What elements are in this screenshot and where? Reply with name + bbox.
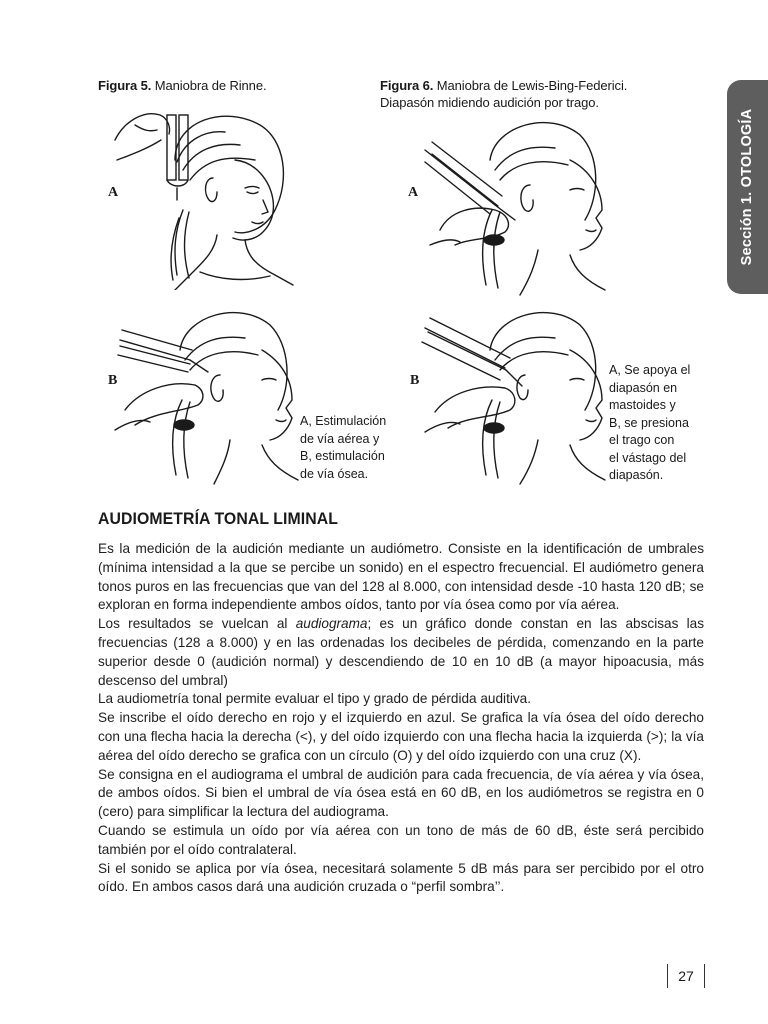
page-number: 27 (667, 964, 705, 988)
figure-6b-letter: B (410, 373, 420, 388)
figure-5b-illustration (110, 300, 300, 485)
figure-5-side-caption-b: B (300, 449, 309, 463)
figure-5-side-caption: A, Estimulación de vía aérea y B, estimulación de vía ósea. (300, 414, 387, 481)
figure-6-label: Figura 6. (380, 78, 434, 93)
figure-6-side-caption-a: A (609, 363, 618, 377)
figure-6-title-line1: Maniobra de Lewis-Bing-Federici. (436, 78, 628, 93)
paragraph-1: Es la medición de la audición mediante un audiómetro. Consiste en la identificación de umbrales (mínima intensidad a la que se percibe un sonido) en el espectro frecuencial. El audiómetro genera tonos puros en las frecuencias que van del 128 al 8.000, con intensidad desde -10 hasta 120 dB; se exploran en forma independiente ambos oídos, tanto por vía ósea como por vía aérea. (98, 541, 704, 613)
paragraph-5: Se consigna en el audiograma el umbral de audición para cada frecuencia, de vía aérea y vía ósea, de ambos oídos. Si bien el umbral de vía ósea está en 60 dB, en los audiómetros se registra en 0 (cero) para simplificar la lectura del audiograma. (98, 766, 704, 820)
figure-5-label: Figura 5. (98, 78, 152, 93)
paragraph-7: Si el sonido se aplica por vía ósea, necesitará solamente 5 dB más para ser percibido por el otro oído. En ambos casos dará una audición cruzada o “perfil sombra’’. (98, 860, 704, 895)
paragraph-2: Los resultados se vuelcan al audiograma; es un gráfico donde constan en las abscisas las frecuencias (128 a 8.000) y en las ordenadas los decibeles de pérdida, comenzando en la parte superior desde 0 (audición normal) y descendiendo de 10 en 10 dB (a mayor hipoacusia, más descenso del umbral) (98, 616, 705, 688)
paragraph-4: Se inscribe el oído derecho en rojo y el izquierdo en azul. Se grafica la vía ósea del oído derecho con una flecha hacia la derecha (<), y del oído izquierdo con una flecha hacia la izquierda (>); la vía aérea del oído derecho se grafica con un círculo (O) y del oído izquierdo con una cruz (X). (98, 710, 704, 763)
figure-6-side-caption-b: B (609, 415, 618, 430)
figure-5b-letter: B (108, 373, 118, 388)
figure-5a-letter: A (108, 185, 119, 200)
figure-5a-illustration (105, 100, 295, 290)
body-text (98, 540, 704, 897)
figure-6b-illustration (420, 300, 610, 485)
figure-6a-letter: A (408, 185, 419, 200)
figure-6-title-line2: Diapasón midiendo audición por trago. (380, 95, 599, 110)
figure-5-caption (98, 77, 266, 94)
section-tab-label: Sección 1. OTOLOGÍA (739, 108, 755, 266)
section-heading: AUDIOMETRÍA TONAL LIMINAL (98, 509, 339, 528)
figure-6a-illustration (420, 110, 610, 300)
figure-5-side-caption-a: A (300, 414, 309, 428)
audiograma-term: audiograma (295, 616, 368, 632)
paragraph-3: La audiometría tonal permite evaluar el tipo y grado de pérdida auditiva. (98, 691, 532, 707)
figure-6-caption (380, 77, 627, 111)
figure-6-side-caption: A, Se apoya el diapasón en mastoides y B, se presiona el trago con el vástago del diapasón. (609, 363, 691, 482)
figure-5-title: Maniobra de Rinne. (154, 78, 267, 93)
paragraph-6: Cuando se estimula un oído por vía aérea con un tono de más de 60 dB, éste será percibido también por el oído contralateral. (98, 822, 704, 857)
